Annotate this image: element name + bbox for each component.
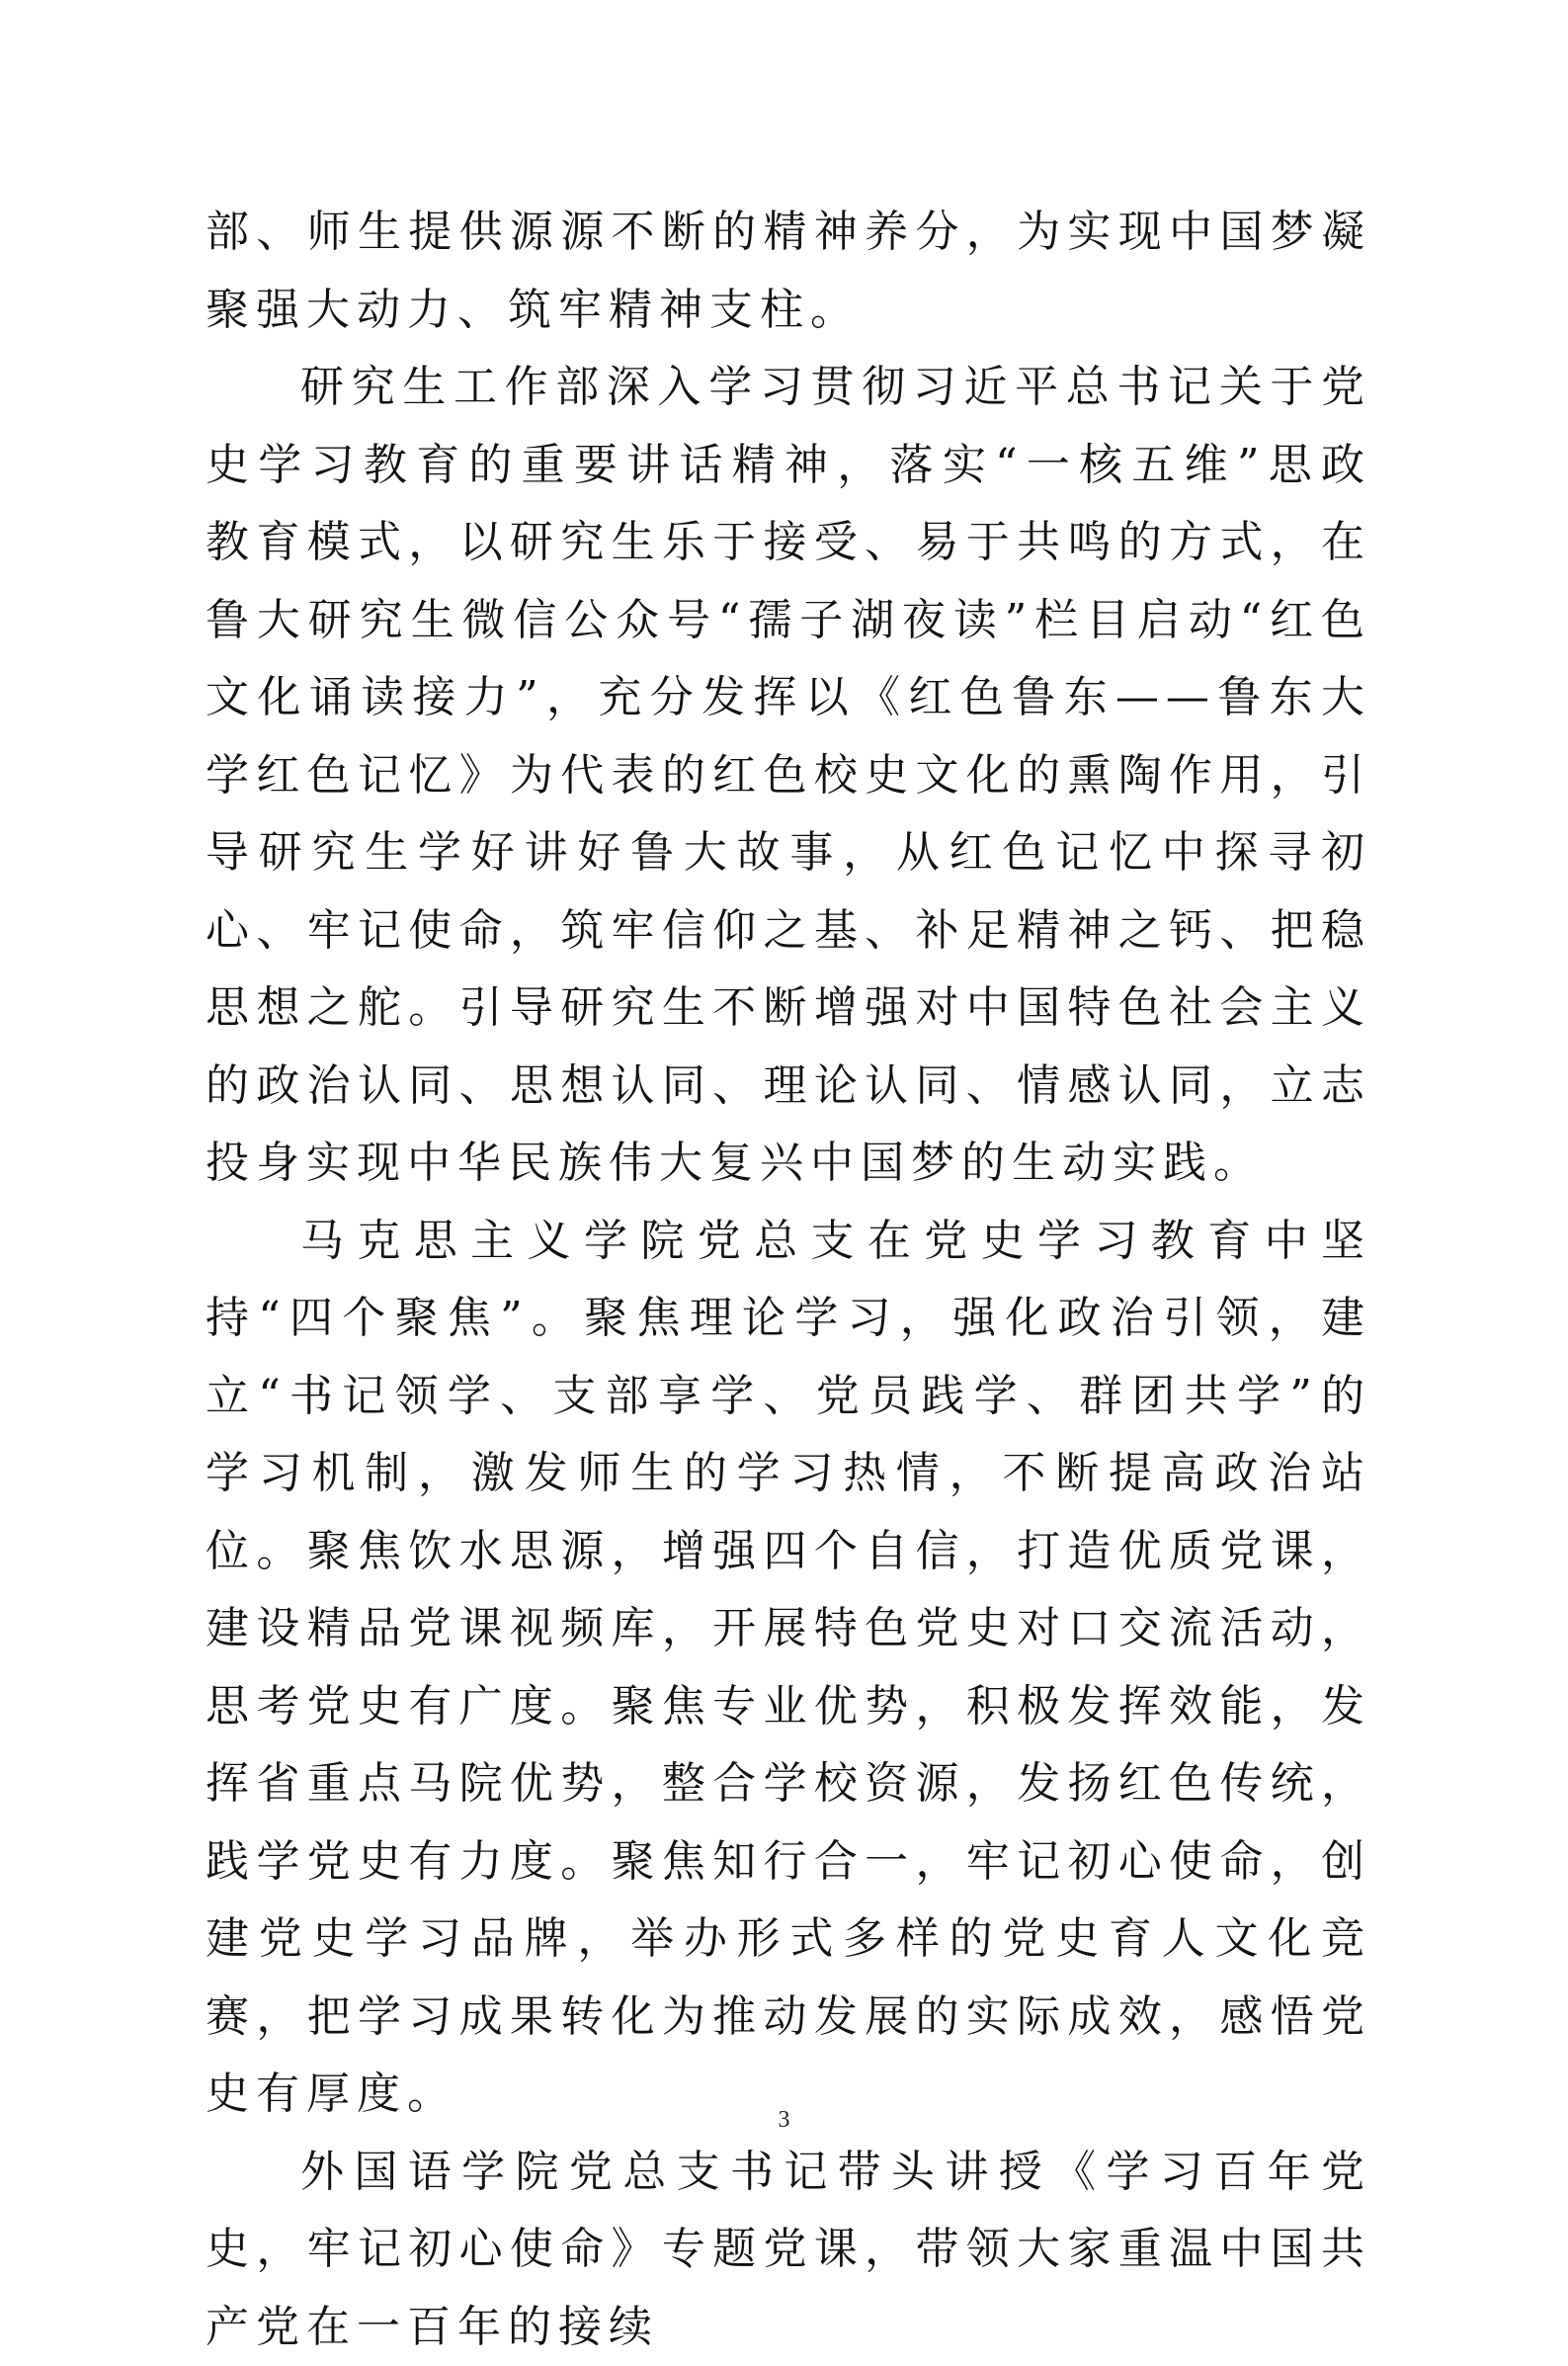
paragraph-foreign-languages-school: 外国语学院党总支书记带头讲授《学习百年党史，牢记初心使命》专题党课，带领大家重温中国共产党在一百年的接续 [206, 2134, 1371, 2366]
page-number: 3 [0, 2107, 1568, 2134]
paragraph-marxism-school: 马克思主义学院党总支在党史学习教育中坚持“四个聚焦”。聚焦理论学习，强化政治引领，建立“书记领学、支部享学、党员践学、群团共学”的学习机制，激发师生的学习热情，不断提高政治站位。聚焦饮水思源，增强四个自信，打造优质党课，建设精品党课视频库，开展特色党史对口交流活动，思考党史有广度。聚焦专业优势，积极发挥效能，发挥省重点马院优势，整合学校资源，发扬红色传统，践学党史有力度。聚焦知行合一，牢记初心使命，创建党史学习品牌，举办形式多样的党史育人文化竞赛，把学习成果转化为推动发展的实际成效，感悟党史有厚度。 [206, 1203, 1371, 2134]
body-text [206, 194, 1371, 2366]
paragraph-graduate-work-department: 研究生工作部深入学习贯彻习近平总书记关于党史学习教育的重要讲话精神，落实“一核五维”思政教育模式，以研究生乐于接受、易于共鸣的方式，在鲁大研究生微信公众号“孺子湖夜读”栏目启动“红色文化诵读接力”，充分发挥以《红色鲁东——鲁东大学红色记忆》为代表的红色校史文化的熏陶作用，引导研究生学好讲好鲁大故事，从红色记忆中探寻初心、牢记使命，筑牢信仰之基、补足精神之钙、把稳思想之舵。引导研究生不断增强对中国特色社会主义的政治认同、思想认同、理论认同、情感认同，立志投身实现中华民族伟大复兴中国梦的生动实践。 [206, 349, 1371, 1203]
paragraph-continuation: 部、师生提供源源不断的精神养分，为实现中国梦凝聚强大动力、筑牢精神支柱。 [206, 194, 1371, 349]
